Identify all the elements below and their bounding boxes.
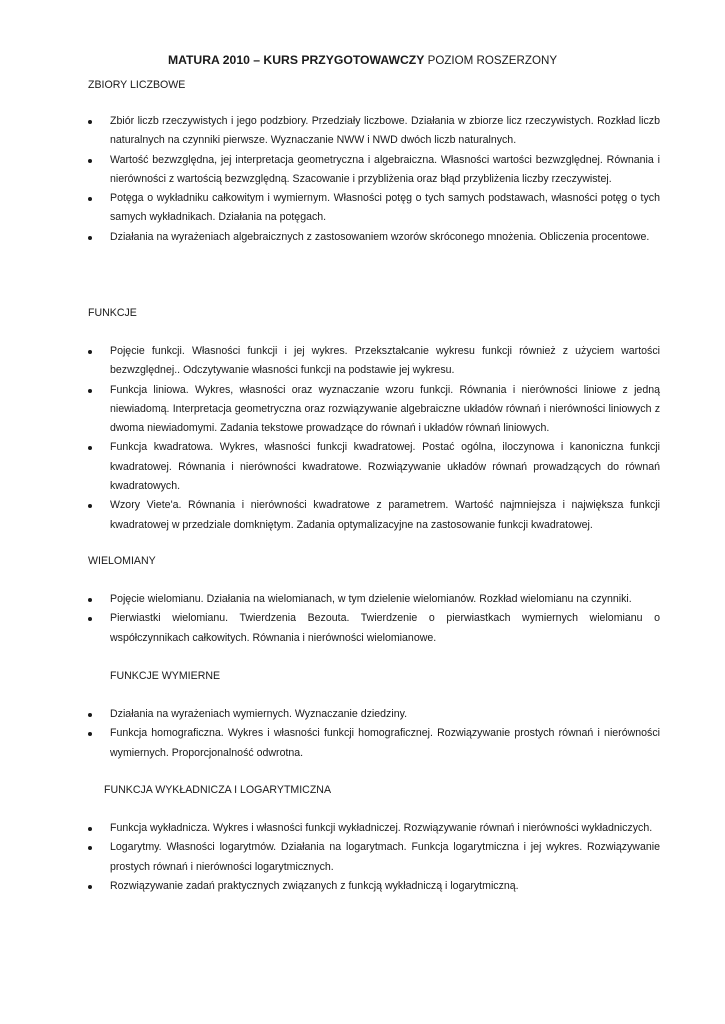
list-item: Działania na wyrażeniach algebraicznych z zastosowaniem wzorów skróconego mnożenia. Obliczenia procentowe. — [88, 228, 660, 247]
list-item: Potęga o wykładniku całkowitym i wymiernym. Własności potęg o tych samych podstawach, własności potęg o tych samych wykładnikach. Działania na potęgach. — [88, 189, 660, 228]
list-item: Pierwiastki wielomianu. Twierdzenia Bezouta. Twierdzenie o pierwiastkach wymiernych wielomianu o współczynnikach całkowitych. Równania i nierówności wielomianowe. — [88, 609, 660, 648]
section-list-wielomiany — [88, 590, 660, 648]
list-item: Pojęcie funkcji. Własności funkcji i jej wykres. Przekształcanie wykresu funkcji również z użyciem wartości bezwzględnej.. Odczytywanie własności funkcji na podstawie jej wykresu. — [88, 342, 660, 381]
section-heading-funkcja-wykladnicza: FUNKCJA WYKŁADNICZA I LOGARYTMICZNA — [104, 784, 332, 796]
page-title-bold: MATURA 2010 – KURS PRZYGOTOWAWCZY — [167, 53, 425, 67]
section-list-funkcje — [88, 342, 660, 535]
list-item: Pojęcie wielomianu. Działania na wielomianach, w tym dzielenie wielomianów. Rozkład wielomianu na czynniki. — [88, 590, 660, 609]
section-heading-funkcje: FUNKCJE — [88, 307, 137, 319]
list-item: Funkcja wykładnicza. Wykres i własności funkcji wykładniczej. Rozwiązywanie równań i nierówności wykładniczych. — [88, 819, 660, 838]
list-item: Funkcja liniowa. Wykres, własności oraz wyznaczanie wzoru funkcji. Równania i nierówności liniowe z jedną niewiadomą. Interpretacja geometryczna oraz rozwiązywanie algebraiczne układów równań i nierówności liniowych z dwoma niewiadomymi. Zadania tekstowe prowadzące do równań i układów równań liniowych. — [88, 381, 660, 439]
list-item: Logarytmy. Własności logarytmów. Działania na logarytmach. Funkcja logarytmiczna i jej wykres. Rozwiązywanie prostych równań i nierówności logarytmicznych. — [88, 838, 660, 877]
section-heading-wielomiany: WIELOMIANY — [88, 555, 156, 567]
list-item: Wartość bezwzględna, jej interpretacja geometryczna i algebraiczna. Własności wartości bezwzględnej. Równania i nierówności z wartością bezwzględną. Szacowanie i przybliżenia oraz błąd przybliżenia liczby rzeczywistej. — [88, 151, 660, 190]
section-list-funkcja-wykladnicza — [88, 819, 660, 896]
section-heading-zbiory-liczbowe: ZBIORY LICZBOWE — [88, 79, 186, 91]
list-item: Funkcja homograficzna. Wykres i własności funkcji homograficznej. Rozwiązywanie prostych równań i nierówności wymiernych. Proporcjonalność odwrotna. — [88, 724, 660, 763]
list-item: Zbiór liczb rzeczywistych i jego podzbiory. Przedziały liczbowe. Działania w zbiorze licz rzeczywistych. Rozkład liczb naturalnych na czynniki pierwsze. Wyznaczanie NWW i NWD dwóch liczb naturalnych. — [88, 112, 660, 151]
page-title — [0, 53, 725, 67]
list-item: Rozwiązywanie zadań praktycznych związanych z funkcją wykładniczą i logarytmiczną. — [88, 877, 660, 896]
list-item: Wzory Viete'a. Równania i nierówności kwadratowe z parametrem. Wartość najmniejsza i największa funkcji kwadratowej w przedziale domkniętym. Zadania optymalizacyjne na zastosowanie funkcji kwadratowej. — [88, 496, 660, 535]
list-item: Funkcja kwadratowa. Wykres, własności funkcji kwadratowej. Postać ogólna, iloczynowa i kanoniczna funkcji kwadratowej. Równania i nierówności kwadratowe. Rozwiązywanie układów równań prowadzących do równań kwadratowych. — [88, 438, 660, 496]
page-title-level: POZIOM ROSZERZONY — [427, 54, 558, 67]
section-list-zbiory-liczbowe — [88, 112, 660, 247]
section-list-funkcje-wymierne — [88, 705, 660, 763]
list-item: Działania na wyrażeniach wymiernych. Wyznaczanie dziedziny. — [88, 705, 660, 724]
section-heading-funkcje-wymierne: FUNKCJE WYMIERNE — [110, 670, 221, 682]
